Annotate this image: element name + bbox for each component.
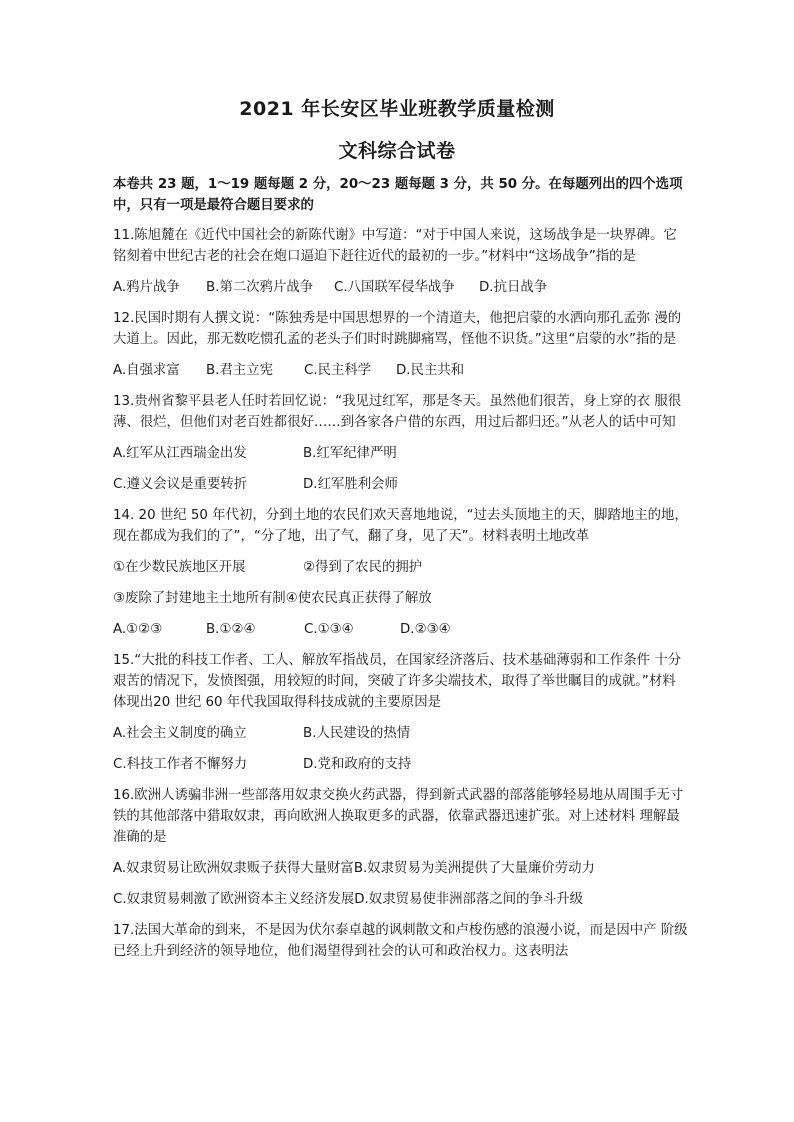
statement-row [113,557,688,578]
option-a: A.社会主义制度的确立 [113,726,247,741]
question-stem: 16.欧洲人诱骗非洲一些部落用奴隶交换火药武器，得到新式武器的部落能够轻易地从周围手无寸铁的其他部落中猎取奴隶，再向欧洲人换取更多的武器，依靠武器迅速扩张。对上述材料 理解最准确的是 [113,788,684,845]
option-row [113,723,688,744]
statement-2: ②得到了农民的拥护 [303,560,423,575]
statement-3: ③废除了封建地主土地所有制 [113,591,286,606]
exam-title: 2021 年长安区毕业班教学质量检测 [239,98,555,120]
option-c: C.民主科学 [304,363,372,378]
option-d: D.抗日战争 [479,280,548,295]
question-14 [113,505,688,640]
option-d: D.②③④ [400,622,451,637]
option-b: B.奴隶贸易为美洲提供了大量廉价劳动力 [353,861,595,876]
option-c: C.八国联军侵华战争 [334,280,455,295]
option-a: A.自强求富 [113,363,180,378]
question-stem: 15.“大批的科技工作者、工人、解放军指战员，在国家经济落后、技术基础薄弱和工作条件 十分艰苦的情况下，发愤图强，用较短的时间，突破了许多尖端技术，取得了举世瞩目的成就。”材料体现出20 世纪 60 年代我国取得科技成就的主要原因是 [113,653,682,710]
option-b: B.君主立宪 [206,363,274,378]
option-row [113,619,688,640]
option-a: A.鸦片战争 [113,280,180,295]
exam-content [113,174,688,972]
option-row [113,360,688,381]
question-13 [113,391,688,495]
question-16 [113,785,688,910]
section-instructions: 本卷共 23 题，1～19 题每题 2 分，20～23 题每题 3 分，共 50 分。在每题列出的四个选项 中，只有一项是最符合题目要求的 [113,177,683,213]
question-stem: 14. 20 世纪 50 年代初，分到土地的农民们欢天喜地地说，“过去头顶地主的天，脚踏地主的地，现在都成为我们的了”，“分了地，出了气，翻了身，见了天”。材料表明土地改革 [113,508,688,544]
option-c: C.科技工作者不懈努力 [113,757,248,772]
option-row [113,858,688,879]
option-d: D.党和政府的支持 [303,757,412,772]
option-a: A.①②③ [113,622,163,637]
option-d: D.红军胜利会师 [303,477,398,492]
statement-4: ④使农民真正获得了解放 [285,591,432,606]
option-c: C.奴隶贸易刺激了欧洲资本主义经济发展 [113,892,355,907]
exam-subtitle: 文科综合试卷 [338,140,456,162]
option-b: B.红军纪律严明 [303,446,397,461]
option-row [113,754,688,775]
option-row [113,889,688,910]
option-b: B.第二次鸦片战争 [206,280,314,295]
statement-1: ①在少数民族地区开展 [113,560,246,575]
question-17 [113,920,688,962]
question-15 [113,650,688,775]
option-c: C.遵义会议是重要转折 [113,477,248,492]
statement-row [113,588,688,609]
option-c: C.①③④ [304,622,354,637]
question-12 [113,308,688,381]
option-d: D.奴隶贸易使非洲部落之间的争斗升级 [354,892,584,907]
option-row [113,443,688,464]
question-11 [113,225,688,298]
option-row [113,277,688,298]
question-stem: 11.陈旭麓在《近代中国社会的新陈代谢》中写道：“对于中国人来说，这场战争是一块界碑。它铭刻着中世纪古老的社会在炮口逼迫下赶往近代的最初的一步。”材料中“这场战争”指的是 [113,228,677,264]
option-a: A.奴隶贸易让欧洲奴隶贩子获得大量财富 [113,861,354,876]
question-stem: 13.贵州省黎平县老人任时若回忆说：“我见过红军，那是冬天。虽然他们很苦，身上穿的衣 服很薄、很烂，但他们对老百姓都很好……到各家各户借的东西，用过后都归还。”从老人的话中可知 [113,394,682,430]
option-d: D.民主共和 [396,363,465,378]
question-stem: 17.法国大革命的到来，不是因为伏尔泰卓越的讽刺散文和卢梭伤感的浪漫小说，而是因中产 阶级已经上升到经济的领导地位，他们渴望得到社会的认可和政治权力。这表明法 [113,923,688,959]
option-row [113,474,688,495]
option-b: B.①②④ [206,622,256,637]
option-b: B.人民建设的热情 [303,726,411,741]
option-a: A.红军从江西瑞金出发 [113,446,247,461]
question-stem: 12.民国时期有人撰文说：“陈独秀是中国思想界的一个清道夫，他把启蒙的水洒向那孔孟弥 漫的大道上。因此，那无数吃惯孔孟的老头子们时时跳脚痛骂，怪他不识货。”这里“启蒙的水”指的是 [113,311,682,347]
